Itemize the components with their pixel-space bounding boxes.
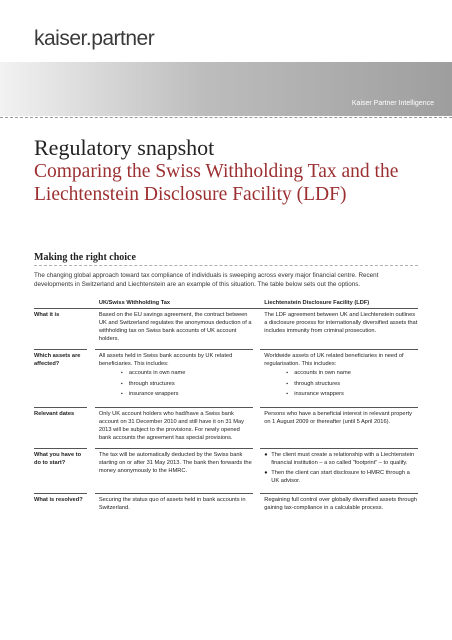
page-subtitle: Comparing the Swiss Withholding Tax and the Liechtenstein Disclosure Facility (LDF) <box>34 161 399 205</box>
table-cell <box>95 350 253 408</box>
row-label: What it is <box>34 312 60 318</box>
table-row <box>34 309 418 350</box>
list-item: ▪ insurance wrappers <box>264 390 418 398</box>
header-banner <box>0 62 452 116</box>
table-cell: Securing the status quo of assets held in bank accounts in Switzerland. <box>95 493 253 518</box>
table-header-row <box>34 298 418 309</box>
intro-paragraph: The changing global approach toward tax compliance of individuals is sweeping across every major financial centre. Recent developments in Switzerland and Liechtenstein are an example of this situation. The table below sets out the options. <box>34 272 379 288</box>
cell-text: Worldwide assets of UK related beneficiaries in need of regularisation. This includes: <box>264 353 404 367</box>
table-row <box>34 350 418 408</box>
list-item: ▪ through structures <box>264 380 418 388</box>
table-cell: Only UK account holders who had/have a Swiss bank account on 31 December 2010 and still have it on 31 May 2013 will be subject to the provisions. For newly opened bank accounts the agreement has special provisions. <box>95 407 253 448</box>
list-item: ▪ through structures <box>99 380 253 388</box>
row-label: What you have to do to start? <box>34 448 87 493</box>
divider <box>0 117 452 118</box>
row-label: What is resolved? <box>34 493 87 518</box>
bullet-list <box>264 369 418 398</box>
list-item: ▪ insurance wrappers <box>99 390 253 398</box>
column-header: UK/Swiss Withholding Tax <box>95 298 253 309</box>
cell-text: All assets held in Swiss bank accounts by UK related beneficiaries. This includes: <box>98 353 233 367</box>
list-item: ● The client must create a relationship with a Liechtenstein financial institution – a so called “footprint” – to qualify. <box>264 451 418 467</box>
table-row <box>34 493 418 518</box>
list-item: ▪ accounts in own name <box>264 369 418 377</box>
row-label: Relevant dates <box>34 407 87 448</box>
column-header: Liechtenstein Disclosure Facility (LDF) <box>260 298 418 309</box>
table-cell: Based on the EU savings agreement, the contract between UK and Switzerland regulates the anonymous deduction of a withholding tax on Swiss bank accounts of UK account holders. <box>98 312 252 342</box>
page-title: Regulatory snapshot <box>34 135 215 160</box>
divider <box>34 265 418 266</box>
company-logo: kaiser.partner <box>34 27 155 50</box>
table-row <box>34 407 418 448</box>
table-cell: Regaining full control over globally diversified assets through gaining tax-compliance in a calculable process. <box>260 493 418 518</box>
row-label: Which assets are affected? <box>34 350 87 408</box>
list-item: ▪ accounts in own name <box>99 369 253 377</box>
table-cell <box>260 448 418 493</box>
table-cell <box>260 350 418 408</box>
banner-text: Kaiser Partner Intelligence <box>351 100 434 107</box>
table-row <box>34 448 418 493</box>
table-cell: The tax will be automatically deducted by the Swiss bank starting on or after 31 May 2013. The bank then forwards the money anonymously to the HMRC. <box>95 448 253 493</box>
comparison-table <box>34 298 418 518</box>
table-cell: Persons who have a beneficial interest in relevant property on 1 August 2009 or thereafter (until 5 April 2016). <box>260 407 418 448</box>
table-cell: The LDF agreement between UK and Liechtenstein outlines a disclosure process for internationally diversified assets that includes immunity from criminal prosecution. <box>264 312 418 334</box>
list-item: ● Then the client can start disclosure to HMRC through a UK advisor. <box>264 469 418 485</box>
section-heading: Making the right choice <box>34 252 136 263</box>
bullet-list <box>99 369 253 398</box>
column-header <box>34 298 87 309</box>
